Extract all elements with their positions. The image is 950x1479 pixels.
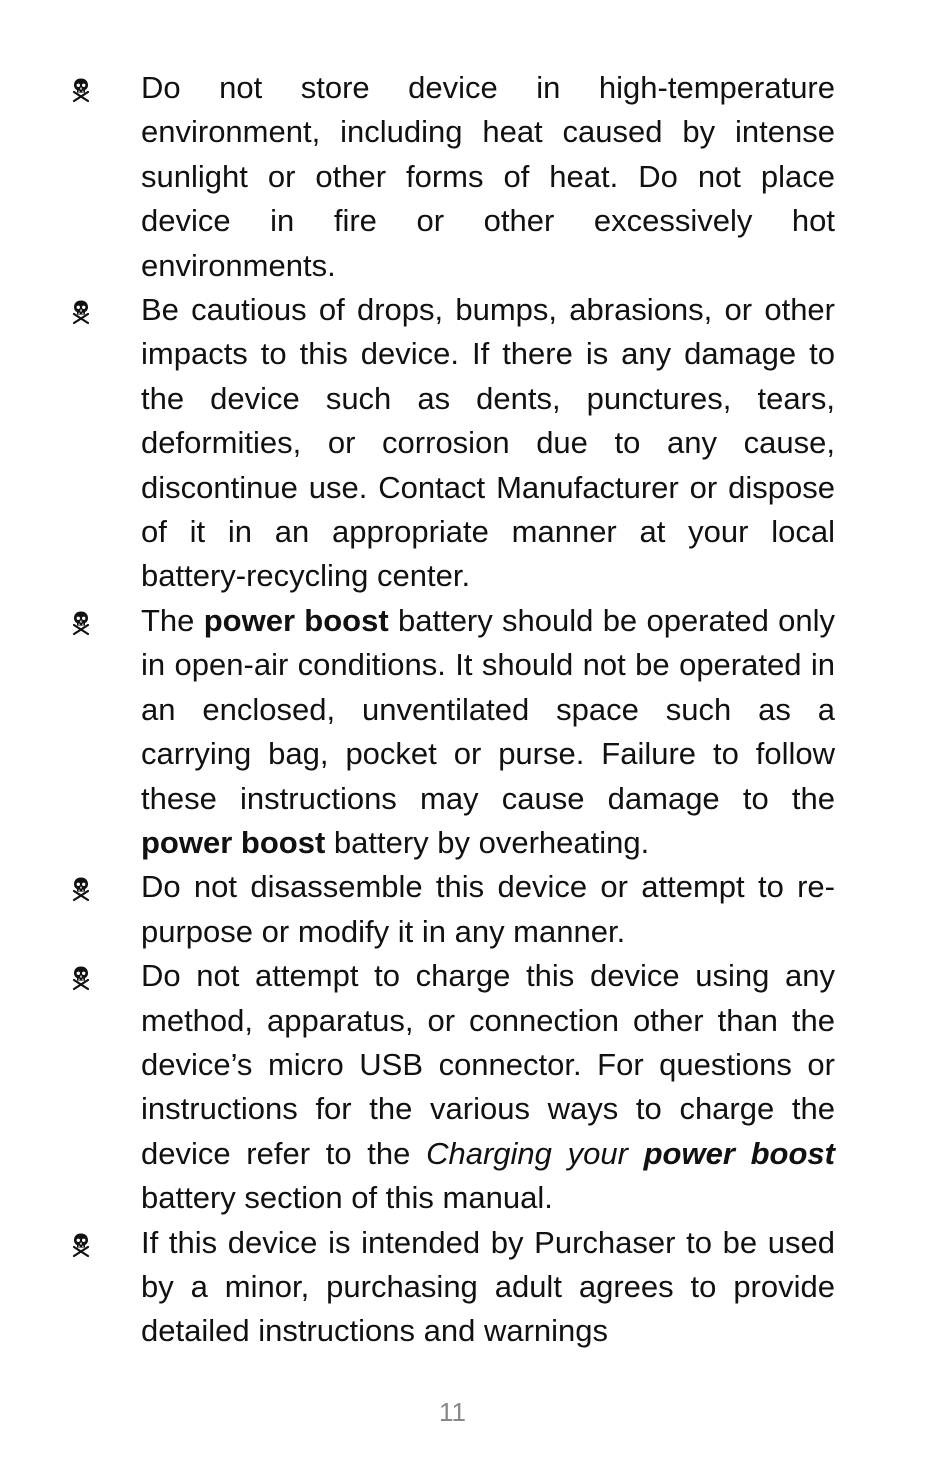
skull-and-crossbones-icon	[68, 1232, 94, 1258]
skull-and-crossbones-icon	[68, 965, 94, 991]
product-name: power boost	[203, 602, 389, 638]
warning-text: Do not attempt to charge this device using any method, apparatus, or connection other than the device’s micro USB connector. For questions or instructions for the various ways to charge the device refer to the Charging your power boost battery section of this manual.	[141, 958, 835, 1216]
section-reference: Charging your	[426, 1135, 644, 1171]
product-name: power boost	[141, 824, 326, 860]
warning-text: Do not disassemble this device or attempt to re-purpose or modify it in any manner.	[141, 869, 835, 949]
warning-item	[0, 865, 950, 954]
warning-text: If this device is intended by Purchaser to be used by a minor, purchasing adult agrees to provide detailed instructions and warnings	[141, 1224, 835, 1349]
skull-and-crossbones-icon	[68, 876, 94, 902]
warning-item	[0, 288, 950, 599]
warning-list	[0, 66, 950, 1354]
skull-and-crossbones-icon	[68, 77, 94, 103]
warning-item	[0, 66, 950, 288]
skull-and-crossbones-icon	[68, 299, 94, 325]
skull-and-crossbones-icon	[68, 610, 94, 636]
product-name: power boost	[643, 1135, 835, 1171]
warning-item	[0, 1221, 950, 1354]
warning-text: Be cautious of drops, bumps, abrasions, or other impacts to this device. If there is any damage to the device such as dents, punctures, tears, deformities, or corrosion due to any cause, discontinue use. Contact Manufacturer or dispose of it in an appropriate manner at your local battery-recycling center.	[141, 292, 835, 594]
warning-item	[0, 954, 950, 1220]
warning-text: The power boost battery should be operated only in open-air conditions. It should not be operated in an enclosed, unventilated space such as a carrying bag, pocket or purse. Failure to follow these instructions may cause damage to the power boost battery by overheating.	[141, 602, 836, 860]
warning-text: Do not store device in high-temperature environment, including heat caused by intense sunlight or other forms of heat. Do not place device in fire or other excessively hot environments.	[141, 70, 835, 283]
page-number: 11	[439, 1397, 466, 1427]
warning-item	[0, 599, 950, 865]
